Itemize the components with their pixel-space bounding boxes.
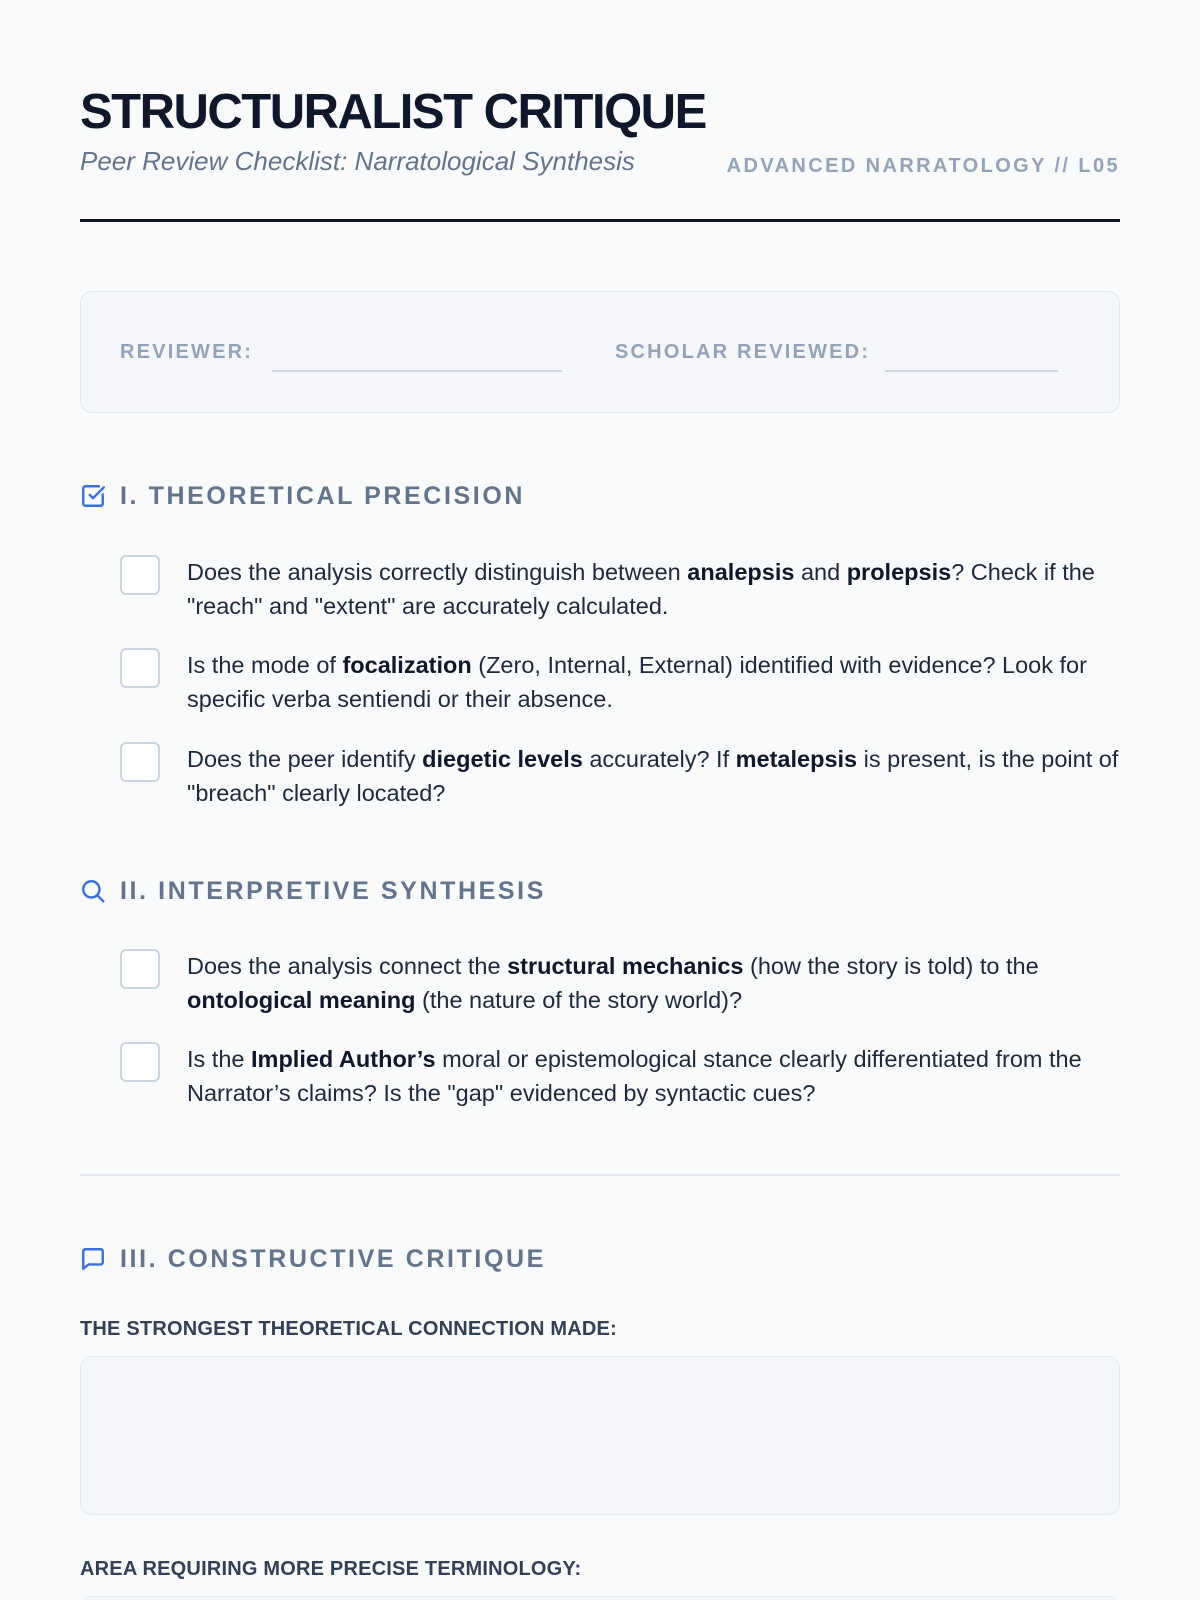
section-constructive-critique xyxy=(80,1243,546,1275)
checklist-checkbox[interactable] xyxy=(120,949,160,989)
checklist-checkbox[interactable] xyxy=(120,1042,160,1082)
checkbox-icon xyxy=(80,483,106,509)
page-title: STRUCTURALIST CRITIQUE xyxy=(80,85,706,139)
strongest-connection-field[interactable] xyxy=(80,1356,1120,1515)
message-icon xyxy=(80,1246,106,1272)
checklist-checkbox[interactable] xyxy=(120,742,160,782)
course-code: ADVANCED NARRATOLOGY // L05 xyxy=(726,155,1120,177)
section-divider xyxy=(80,1174,1120,1176)
search-icon xyxy=(80,878,106,904)
section-theoretical-precision xyxy=(80,480,525,512)
section-title: II. INTERPRETIVE SYNTHESIS xyxy=(120,877,546,905)
checklist-checkbox[interactable] xyxy=(120,648,160,688)
checklist-checkbox[interactable] xyxy=(120,555,160,595)
scholar-reviewed-label: SCHOLAR REVIEWED: xyxy=(615,341,871,363)
header-divider xyxy=(80,219,1120,222)
section-interpretive-synthesis xyxy=(80,875,546,907)
strongest-connection-label: THE STRONGEST THEORETICAL CONNECTION MADE: xyxy=(80,1318,617,1340)
checklist-item-text: Does the analysis connect the structural mechanics (how the story is told) to the ontological meaning (the nature of the story world)? xyxy=(187,953,1039,1013)
checklist-item-text: Does the peer identify diegetic levels accurately? If metalepsis is present, is the point of "breach" clearly located? xyxy=(187,746,1119,806)
review-meta-box xyxy=(80,291,1120,413)
review-checklist-page xyxy=(80,0,1120,1600)
scholar-reviewed-field[interactable] xyxy=(885,370,1058,372)
checklist-item-text: Does the analysis correctly distinguish between analepsis and prolepsis? Check if the "reach" and "extent" are accurately calculated. xyxy=(187,559,1095,619)
reviewer-field[interactable] xyxy=(272,370,562,372)
terminology-area-field[interactable] xyxy=(80,1596,1120,1600)
checklist-item-text: Is the mode of focalization (Zero, Internal, External) identified with evidence? Look for specific verba sentiendi or their absence. xyxy=(187,652,1087,712)
section-title: I. THEORETICAL PRECISION xyxy=(120,482,526,510)
page-subtitle: Peer Review Checklist: Narratological Synthesis xyxy=(80,146,635,176)
terminology-area-label: AREA REQUIRING MORE PRECISE TERMINOLOGY: xyxy=(80,1558,582,1580)
section-title: III. CONSTRUCTIVE CRITIQUE xyxy=(120,1245,546,1273)
reviewer-label: REVIEWER: xyxy=(120,341,254,363)
checklist-item-text: Is the Implied Author’s moral or epistemological stance clearly differentiated from the Narrator’s claims? Is the "gap" evidenced by syntactic cues? xyxy=(187,1046,1082,1106)
